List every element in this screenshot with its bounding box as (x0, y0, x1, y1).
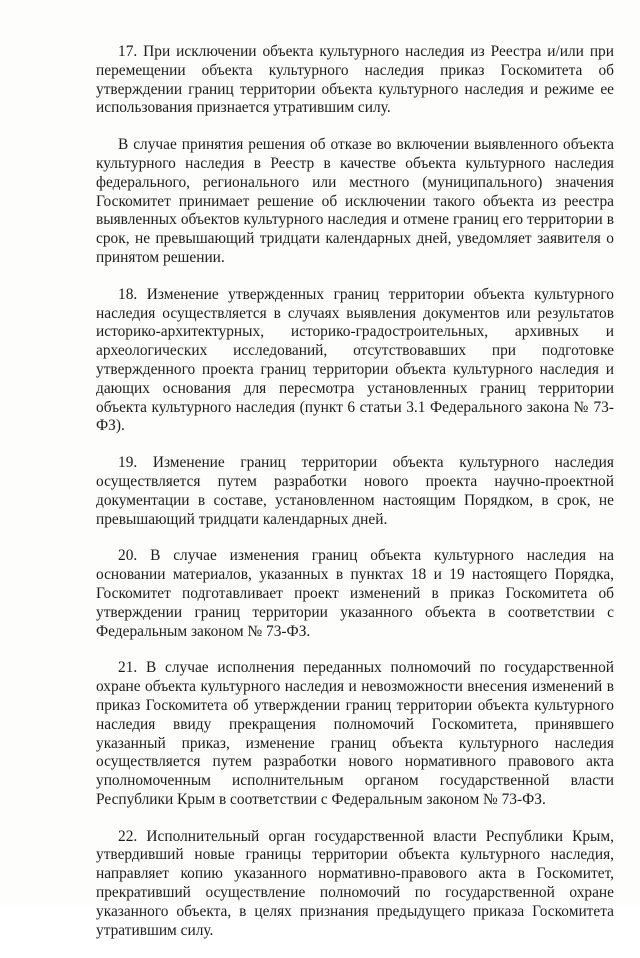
paragraph-22: 22. Исполнительный орган государственной власти Республики Крым, утвердивший новые границы территории объекта культурного наследия, направляет копию указанного нормативно-правового акта в Госкомитет, прекративший осуществление полномочий по государственной охране указанного объекта, в целях признания предыдущего приказа Госкомитета утратившим силу. (96, 827, 614, 939)
paragraph-19: 19. Изменение границ территории объекта культурного наследия осуществляется путем разработки нового проекта научно-проектной документации в составе, установленном настоящим Порядком, в срок, не превышающий тридцати календарных дней. (96, 454, 614, 528)
paragraph-17-continuation: В случае принятия решения об отказе во включении выявленного объекта культурного наследия в Реестр в качестве объекта культурного наследия федерального, регионального или местного (муниципального) значения Госкомитет принимает решение об исключении такого объекта из реестра выявленных объектов культурного наследия и отмене границ его территории в срок, не превышающий тридцати календарных дней, уведомляет заявителя о принятом решении. (96, 136, 614, 266)
document-body (96, 43, 614, 958)
paragraph-18: 18. Изменение утвержденных границ территории объекта культурного наследия осуществляется в случаях выявления документов или результатов историко-архитектурных, историко-градостроительных, архивных и археологических исследований, отсутствовавших при подготовке утвержденного проекта границ территории объекта культурного наследия и дающих основания для пересмотра установленных границ территории объекта культурного наследия (пункт 6 статьи 3.1 Федерального закона № 73-ФЗ). (96, 285, 614, 435)
paragraph-21: 21. В случае исполнения переданных полномочий по государственной охране объекта культурного наследия и невозможности внесения изменений в приказ Госкомитета об утверждении границ территории объекта культурного наследия ввиду прекращения полномочий Госкомитета, принявшего указанный приказ, изменение границ объекта культурного наследия осуществляется путем разработки нового нормативного правового акта уполномоченным исполнительным органом государственной власти Республики Крым в соответствии с Федеральным законом № 73-ФЗ. (96, 659, 614, 808)
paragraph-20: 20. В случае изменения границ объекта культурного наследия на основании материалов, указанных в пунктах 18 и 19 настоящего Порядка, Госкомитет подготавливает проект изменений в приказ Госкомитета об утверждении границ территории указанного объекта в соответствии с Федеральным законом № 73-ФЗ. (96, 547, 614, 640)
paragraph-17: 17. При исключении объекта культурного наследия из Реестра и/или при перемещении объекта культурного наследия приказ Госкомитета об утверждении границ территории объекта культурного наследия и режиме ее использования признается утратившим силу. (96, 43, 614, 117)
